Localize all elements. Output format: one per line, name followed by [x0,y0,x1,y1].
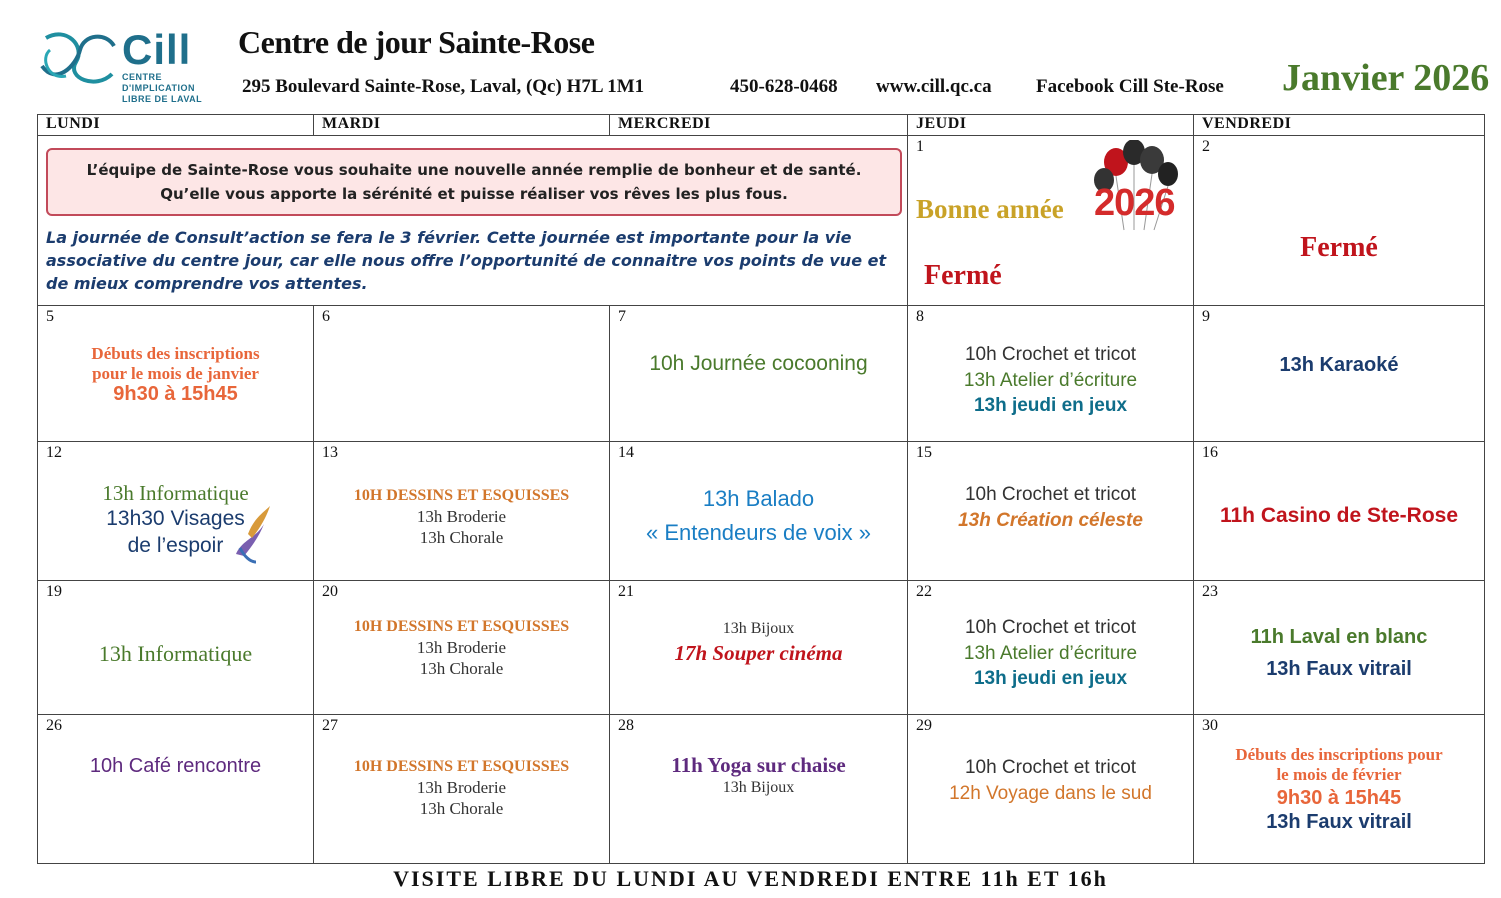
event-line: 10h Crochet et tricot [964,617,1137,638]
announcement-cell [38,136,908,306]
event-list [610,482,907,550]
day-number: 1 [916,138,924,155]
day-cell-9 [1194,306,1485,442]
week-row [38,442,1485,581]
event-line: 10h Crochet et tricot [964,484,1137,505]
event-line: 13h Informatique [102,481,249,505]
event-list [908,482,1193,533]
event-hours: 9h30 à 15h45 [1276,786,1402,809]
event-list [610,619,907,667]
closed-label: Fermé [1300,232,1378,263]
event-list [908,342,1193,419]
event-line: 13h jeudi en jeux [973,668,1128,690]
event-line: 13h Chorale [419,799,504,819]
event-line: 13h Broderie [416,638,507,657]
event-line: 10H DESSINS ET ESQUISSES [353,618,570,635]
footer-visiting-hours: VISITE LIBRE DU LUNDI AU VENDREDI ENTRE 11h ET 16h [393,866,1108,891]
logo-wordmark: Cill [122,26,192,73]
event-line: 13h Faux vitrail [1266,810,1412,833]
event-informatique: 13h Informatique [98,641,253,666]
logo-subtitle-line-1: CENTRE D'IMPLICATION [122,72,195,93]
greeting-text [48,158,900,206]
event-list [1194,621,1484,685]
day-number: 2 [1202,138,1210,155]
event-list [314,486,609,549]
event-hours: 9h30 à 15h45 [113,383,238,406]
new-year-greeting: Bonne année [916,194,1064,224]
day-cell-6 [314,306,610,442]
day-cell-2 [1194,136,1485,306]
day-cell-23 [1194,581,1485,715]
day-number: 27 [322,717,338,734]
day-number: 29 [916,717,932,734]
day-cell-30 [1194,715,1485,864]
event-list [908,615,1193,692]
day-cell-8 [908,306,1194,442]
event-line: 13h Chorale [419,659,504,679]
event-line: 13h Balado [702,486,815,511]
logo-subtitle-line-2: LIBRE DE LAVAL [122,94,203,104]
day-cell-21 [610,581,908,715]
event-line: 13h Broderie [416,778,507,797]
day-cell-16 [1194,442,1485,581]
event-line: 10h Crochet et tricot [964,757,1137,778]
day-cell-12 [38,442,314,581]
week-row [38,581,1485,715]
day-cell-28 [610,715,908,864]
event-line: 10H DESSINS ET ESQUISSES [353,758,570,775]
facebook-link[interactable]: Facebook Cill Ste-Rose [1036,76,1224,97]
weekday-header-row [38,115,1485,136]
event-line: le mois de février [1276,765,1402,785]
day-cell-1 [908,136,1194,306]
day-number: 8 [916,308,924,325]
event-line: 13h Atelier d’écriture [963,642,1138,664]
cill-logo-icon [36,26,120,98]
day-number: 21 [618,583,634,600]
day-number: 13 [322,444,338,461]
day-cell-29 [908,715,1194,864]
day-number: 5 [46,308,54,325]
day-number: 28 [618,717,634,734]
day-cell-22 [908,581,1194,715]
event-casino: 11h Casino de Ste-Rose [1219,504,1459,527]
event-karaoke: 13h Karaoké [1279,354,1399,376]
event-list [314,757,609,820]
phone: 450-628-0468 [730,76,838,97]
event-line: 13h Faux vitrail [1266,658,1412,680]
event-line: 13h Chorale [419,528,504,548]
logo-subtitle [122,72,216,105]
day-number: 15 [916,444,932,461]
day-cell-7 [610,306,908,442]
event-line: 17h Souper cinéma [674,640,843,665]
header-mercredi: MERCREDI [610,115,908,136]
day-cell-13 [314,442,610,581]
event-line: 10h Crochet et tricot [964,344,1137,365]
bird-icon [230,504,272,569]
greeting-scroll-banner [46,148,902,216]
day-number: 22 [916,583,932,600]
day-cell-27 [314,715,610,864]
day-number: 20 [322,583,338,600]
week-row [38,306,1485,442]
header-mardi: MARDI [314,115,610,136]
day-number: 19 [46,583,62,600]
closed-label: Fermé [924,260,1002,291]
event-line: de l’espoir [127,533,224,557]
header-jeudi: JEUDI [908,115,1194,136]
event-line: 11h Laval en blanc [1250,626,1428,648]
event-list [908,755,1193,806]
event-line: 13h Création céleste [958,509,1143,531]
event-registration [38,344,313,406]
event-line: 13h Bijoux [722,620,795,637]
event-cafe: 10h Café rencontre [89,755,262,777]
day-cell-14 [610,442,908,581]
day-cell-15 [908,442,1194,581]
day-number: 23 [1202,583,1218,600]
event-line: 13h Bijoux [722,779,795,797]
day-number: 9 [1202,308,1210,325]
event-line: 13h30 Visages [106,507,245,531]
event-line: « Entendeurs de voix » [645,520,872,546]
consultaction-notice: La journée de Consult’action se fera le 3 février. Cette journée est importante pour la vie associative du centre jour, car elle nous offre l’opportunité de connaitre vos points de vue et de mieux comprendre vos attentes. [46,228,887,293]
event-line: 11h Yoga sur chaise [671,753,846,777]
day-cell-26 [38,715,314,864]
event-line: 12h Voyage dans le sud [949,782,1152,804]
page-title: Centre de jour Sainte-Rose [238,24,595,60]
event-list [610,753,907,797]
cill-logo [36,26,216,104]
day-number: 30 [1202,717,1218,734]
event-list [314,617,609,680]
week-row [38,715,1485,864]
day-number: 14 [618,444,634,461]
day-cell-19 [38,581,314,715]
day-cell-5 [38,306,314,442]
event-line: pour le mois de janvier [92,363,259,383]
event-line: 13h Atelier d’écriture [963,369,1138,391]
event-line: 13h jeudi en jeux [973,395,1128,417]
event-line: Débuts des inscriptions [91,344,260,363]
header-lundi: LUNDI [38,115,314,136]
day-number: 6 [322,308,330,325]
event-list [1194,745,1484,834]
week-row [38,136,1485,306]
day-number: 26 [46,717,62,734]
day-number: 12 [46,444,62,461]
website-link[interactable]: www.cill.qc.ca [876,76,992,97]
event-line: 10H DESSINS ET ESQUISSES [353,487,570,504]
day-cell-20 [314,581,610,715]
year-graphic: 2026 [1094,182,1175,224]
calendar-table [37,114,1485,864]
address: 295 Boulevard Sainte-Rose, Laval, (Qc) H7L 1M1 [242,76,645,97]
month-title: Janvier 2026 [1282,57,1490,99]
day-number: 16 [1202,444,1218,461]
day-number: 7 [618,308,626,325]
event-line: 13h Broderie [416,507,507,526]
event-cocooning: 10h Journée cocooning [649,352,868,375]
header-vendredi: VENDREDI [1194,115,1485,136]
greeting-line-1: L’équipe de Sainte-Rose vous souhaite une nouvelle année remplie de bonheur et de santé. [86,161,862,179]
event-line: Débuts des inscriptions pour [1235,745,1443,764]
greeting-line-2: Qu’elle vous apporte la sérénité et puisse réaliser vos rêves les plus fous. [160,185,788,203]
